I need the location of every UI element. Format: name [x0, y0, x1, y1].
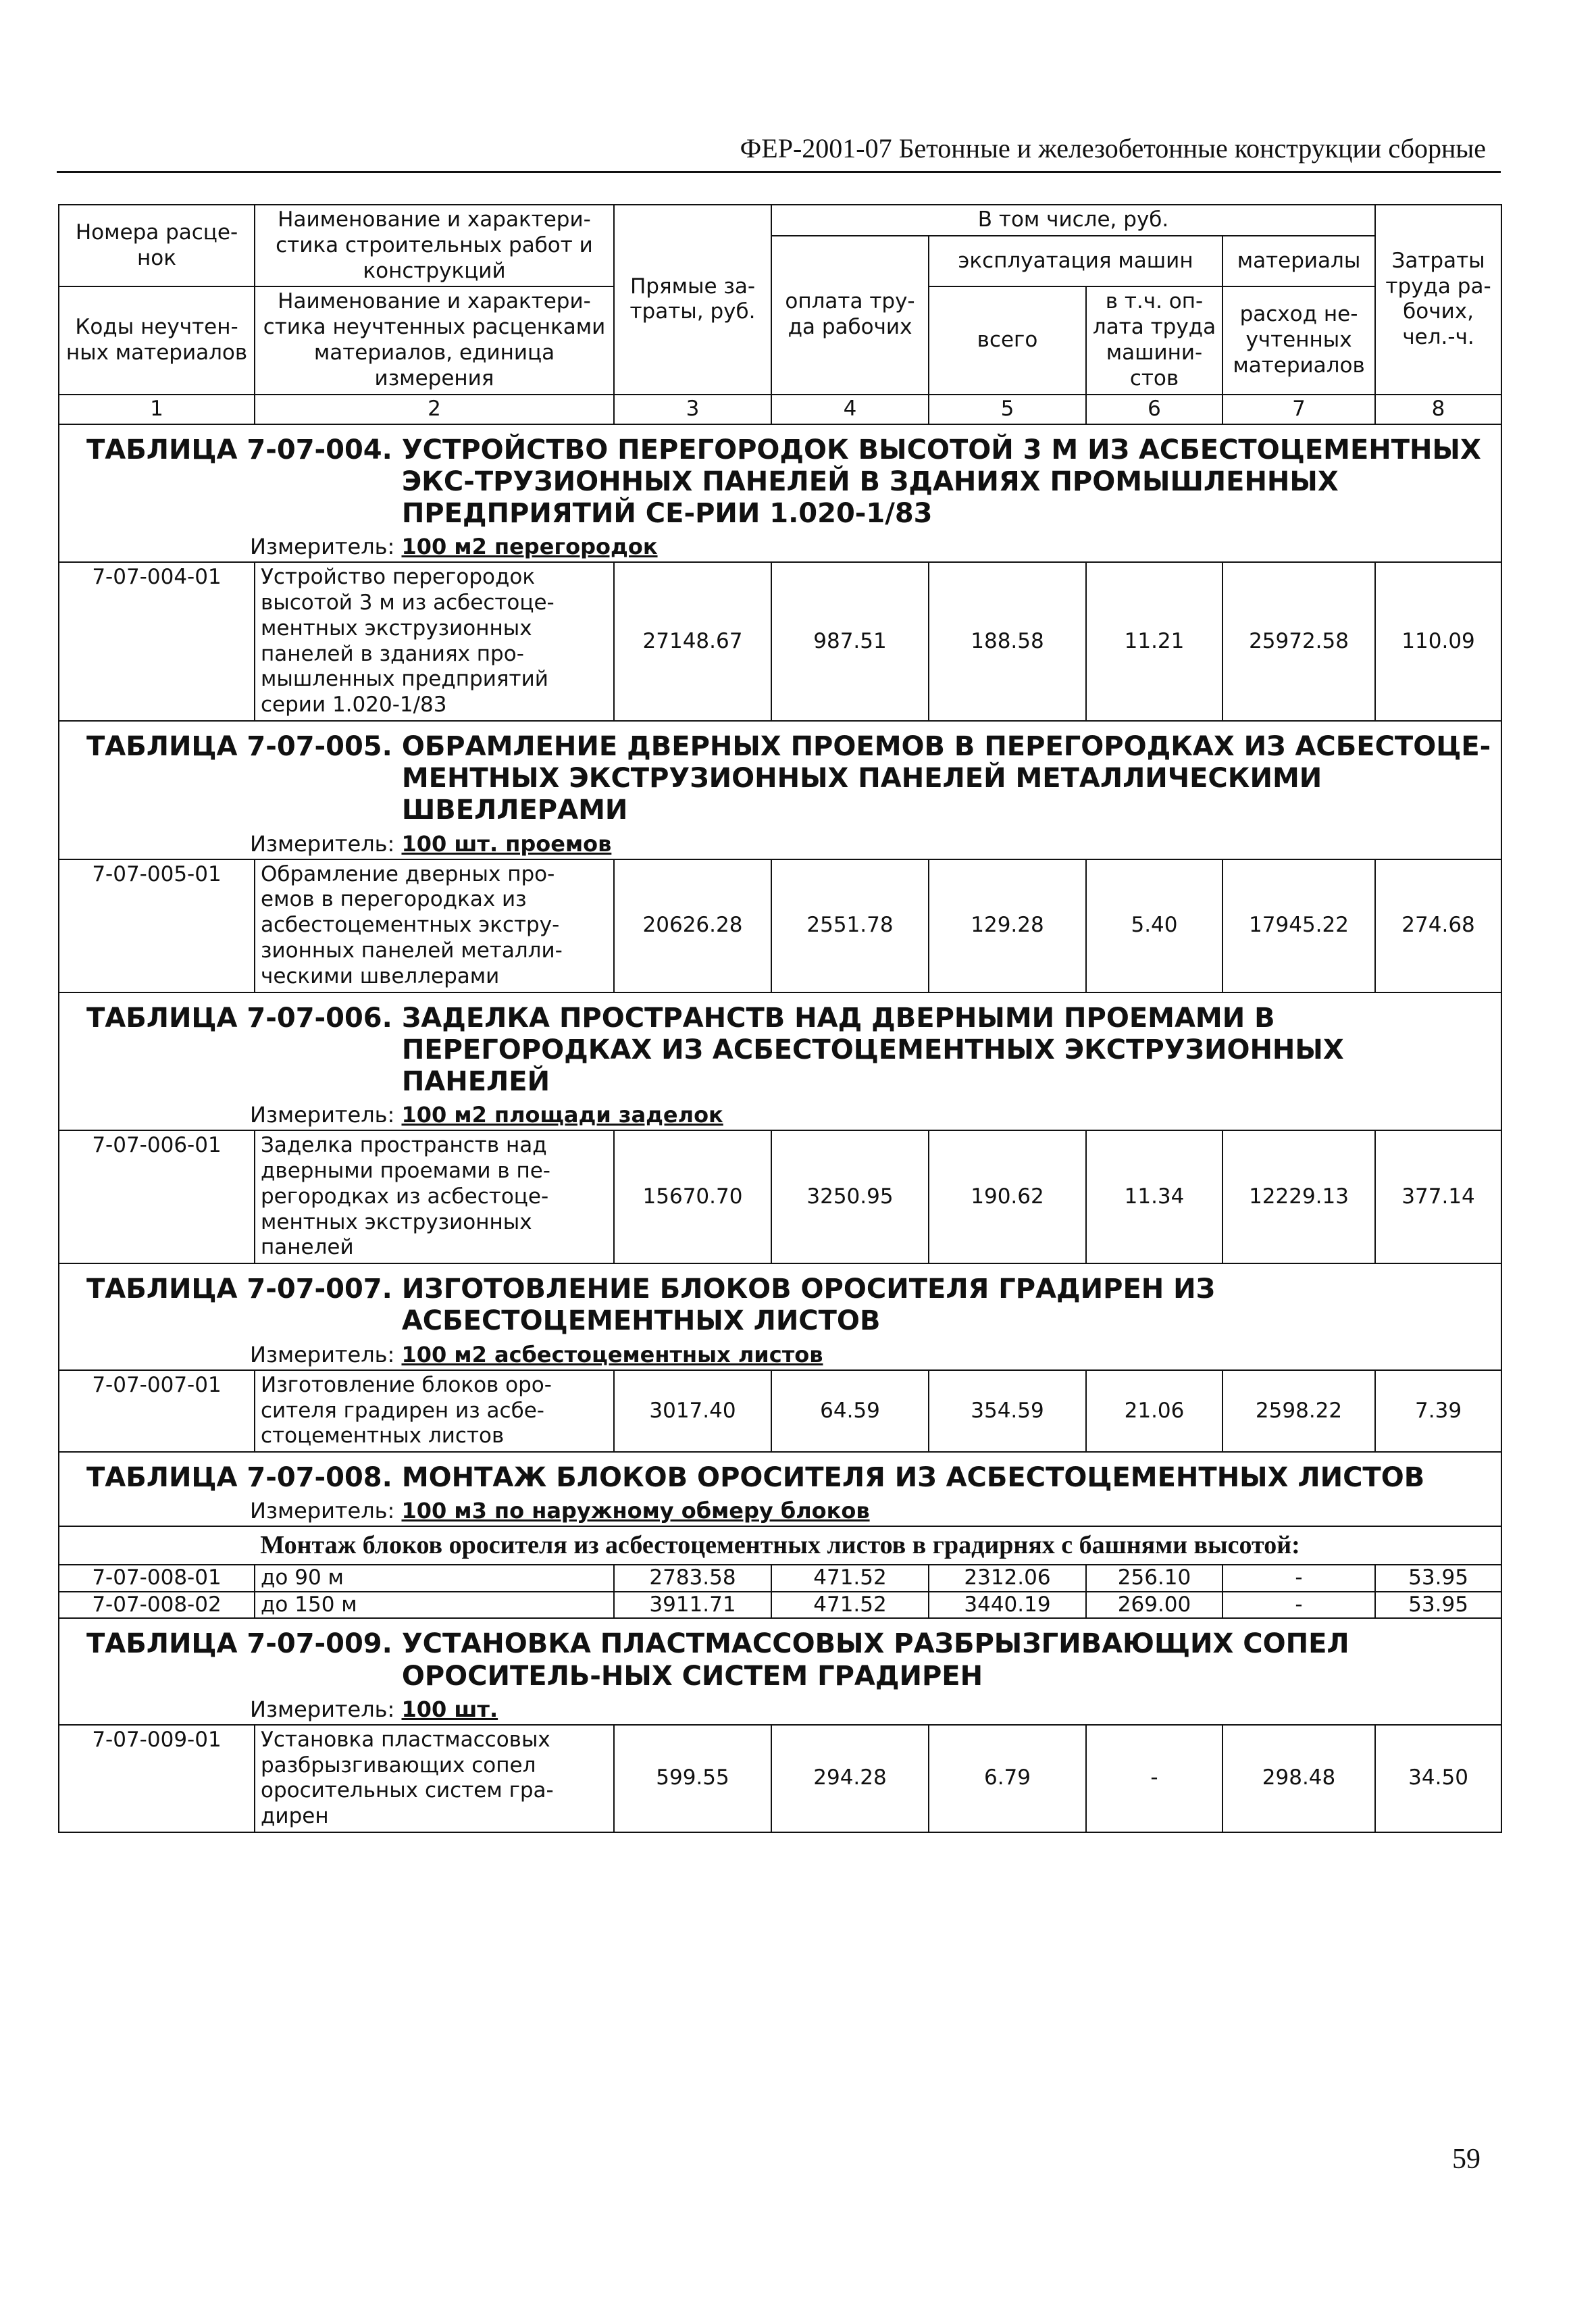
table-number: ТАБЛИЦА 7-07-006.: [86, 1002, 392, 1034]
measure-label: Измеритель:: [250, 830, 395, 857]
rate-value-c4: 3250.95: [771, 1130, 929, 1263]
section-title: [59, 1263, 1501, 1340]
header-worker-pay: оплата тру-да рабочих: [771, 236, 929, 395]
rate-code: 7-07-004-01: [59, 562, 255, 721]
section-title: [59, 721, 1501, 830]
rate-value-c5: 190.62: [929, 1130, 1086, 1263]
subheading: Монтаж блоков оросителя из асбестоцементных листов в градирнях с башнями высотой:: [59, 1526, 1501, 1564]
column-number: 3: [614, 395, 771, 424]
rate-value-c5: 188.58: [929, 562, 1086, 721]
measure-unit: [59, 1340, 1501, 1370]
rate-value-c8: 34.50: [1375, 1725, 1501, 1832]
header-materials: материалы: [1222, 236, 1375, 287]
measure-row: [59, 1101, 1501, 1130]
measure-value: 100 м2 площади заделок: [401, 1102, 723, 1128]
measure-value: 100 шт. проемов: [401, 830, 612, 857]
rate-row: [59, 1565, 1501, 1592]
rate-value-c7: -: [1222, 1592, 1375, 1619]
section-title: [59, 992, 1501, 1101]
rate-code: 7-07-007-01: [59, 1370, 255, 1452]
rate-value-c8: 274.68: [1375, 859, 1501, 992]
section-title-row: [59, 1618, 1501, 1694]
measure-unit: [59, 532, 1501, 562]
rate-description: до 150 м: [255, 1592, 614, 1619]
measure-row: [59, 1340, 1501, 1370]
column-number: 7: [1222, 395, 1375, 424]
rate-value-c3: 599.55: [614, 1725, 771, 1832]
measure-label: Измеритель:: [250, 1498, 395, 1524]
rate-code: 7-07-005-01: [59, 859, 255, 992]
column-number: 1: [59, 395, 255, 424]
section-title: [59, 424, 1501, 533]
rate-code: 7-07-008-02: [59, 1592, 255, 1619]
column-number: 8: [1375, 395, 1501, 424]
rate-value-c7: 17945.22: [1222, 859, 1375, 992]
section-title-row: [59, 424, 1501, 533]
rate-value-c4: 64.59: [771, 1370, 929, 1452]
section-title-row: [59, 992, 1501, 1101]
rate-value-c6: 11.21: [1086, 562, 1222, 721]
header-rate-numbers: Номера расце-нок: [59, 205, 255, 286]
measure-value: 100 м2 асбестоцементных листов: [401, 1341, 823, 1367]
rate-value-c7: -: [1222, 1565, 1375, 1592]
rate-description: Установка пластмассовых разбрызгивающих сопел оросительных систем гра-дирен: [255, 1725, 614, 1832]
rate-value-c8: 53.95: [1375, 1565, 1501, 1592]
rate-value-c5: 354.59: [929, 1370, 1086, 1452]
rate-row: [59, 1725, 1501, 1832]
column-number: 6: [1086, 395, 1222, 424]
rate-description: Заделка пространств над дверными проемами в пе-регородках из асбестоце-ментных экструзионных панелей: [255, 1130, 614, 1263]
rate-row: [59, 859, 1501, 992]
rate-value-c7: 298.48: [1222, 1725, 1375, 1832]
section-title: [59, 1452, 1501, 1496]
header-rule: [57, 171, 1501, 173]
rate-value-c3: 15670.70: [614, 1130, 771, 1263]
header-including: В том числе, руб.: [771, 205, 1375, 236]
running-head: ФЕР-2001-07 Бетонные и железобетонные конструкции сборные: [740, 133, 1486, 164]
rate-value-c5: 6.79: [929, 1725, 1086, 1832]
rate-row: [59, 1130, 1501, 1263]
rate-value-c3: 3911.71: [614, 1592, 771, 1619]
rate-value-c4: 471.52: [771, 1592, 929, 1619]
rate-value-c3: 3017.40: [614, 1370, 771, 1452]
measure-row: [59, 532, 1501, 562]
rate-value-c8: 53.95: [1375, 1592, 1501, 1619]
rate-code: 7-07-006-01: [59, 1130, 255, 1263]
rate-description: до 90 м: [255, 1565, 614, 1592]
rate-value-c5: 2312.06: [929, 1565, 1086, 1592]
subheading-row: [59, 1526, 1501, 1564]
header-work-name: Наименование и характери-стика строительных работ и конструкций: [255, 205, 614, 286]
rate-value-c6: 5.40: [1086, 859, 1222, 992]
rate-value-c4: 471.52: [771, 1565, 929, 1592]
rate-value-c3: 27148.67: [614, 562, 771, 721]
section-title-row: [59, 721, 1501, 830]
table-number: ТАБЛИЦА 7-07-005.: [86, 730, 392, 762]
table-number: ТАБЛИЦА 7-07-008.: [86, 1462, 392, 1494]
rate-value-c8: 377.14: [1375, 1130, 1501, 1263]
rate-value-c4: 2551.78: [771, 859, 929, 992]
rate-value-c6: 11.34: [1086, 1130, 1222, 1263]
section-title-row: [59, 1263, 1501, 1340]
rate-value-c5: 3440.19: [929, 1592, 1086, 1619]
table-title: ОБРАМЛЕНИЕ ДВЕРНЫХ ПРОЕМОВ В ПЕРЕГОРОДКАХ ИЗ АСБЕСТОЦЕ-МЕНТНЫХ ЭКСТРУЗИОННЫХ ПАНЕЛЕЙ МЕТАЛЛИЧЕСКИМИ ШВЕЛЛЕРАМИ: [401, 730, 1491, 826]
rate-description: Изготовление блоков оро-сителя градирен из асбе-стоцементных листов: [255, 1370, 614, 1452]
measure-unit: [59, 830, 1501, 859]
rate-value-c7: 25972.58: [1222, 562, 1375, 721]
table-title: ЗАДЕЛКА ПРОСТРАНСТВ НАД ДВЕРНЫМИ ПРОЕМАМИ В ПЕРЕГОРОДКАХ ИЗ АСБЕСТОЦЕМЕНТНЫХ ЭКСТРУЗИОННЫХ ПАНЕЛЕЙ: [401, 1002, 1344, 1097]
rate-row: [59, 1370, 1501, 1452]
table-title: МОНТАЖ БЛОКОВ ОРОСИТЕЛЯ ИЗ АСБЕСТОЦЕМЕНТНЫХ ЛИСТОВ: [401, 1462, 1425, 1494]
rate-value-c7: 12229.13: [1222, 1130, 1375, 1263]
rate-code: 7-07-009-01: [59, 1725, 255, 1832]
section-title: [59, 1618, 1501, 1694]
price-table: [58, 204, 1502, 1833]
measure-label: Измеритель:: [250, 534, 395, 560]
table-number: ТАБЛИЦА 7-07-009.: [86, 1628, 392, 1660]
measure-unit: [59, 1496, 1501, 1526]
header-direct-costs: Прямые за-траты, руб.: [614, 205, 771, 395]
rate-row: [59, 1592, 1501, 1619]
header-material-name: Наименование и характери-стика неучтенных расценками материалов, единица измерения: [255, 286, 614, 394]
rate-value-c8: 7.39: [1375, 1370, 1501, 1452]
rate-value-c8: 110.09: [1375, 562, 1501, 721]
header-row-1: [59, 205, 1501, 236]
rate-value-c6: -: [1086, 1725, 1222, 1832]
table-title: УСТРОЙСТВО ПЕРЕГОРОДОК ВЫСОТОЙ 3 М ИЗ АСБЕСТОЦЕМЕНТНЫХ ЭКС-ТРУЗИОННЫХ ПАНЕЛЕЙ В ЗДАНИЯХ ПРОМЫШЛЕННЫХ ПРЕДПРИЯТИЙ СЕ-РИИ 1.020-1/83: [401, 434, 1481, 529]
rate-description: Обрамление дверных про-емов в перегородках из асбестоцементных экстру-зионных панелей металли-ческими швеллерами: [255, 859, 614, 992]
rate-value-c6: 256.10: [1086, 1565, 1222, 1592]
measure-value: 100 шт.: [401, 1696, 498, 1722]
measure-value: 100 м3 по наружному обмеру блоков: [401, 1498, 870, 1524]
rate-value-c4: 987.51: [771, 562, 929, 721]
measure-unit: [59, 1101, 1501, 1130]
table-number: ТАБЛИЦА 7-07-007.: [86, 1274, 392, 1305]
measure-label: Измеритель:: [250, 1341, 395, 1367]
rate-value-c3: 2783.58: [614, 1565, 771, 1592]
header-material-codes: Коды неучтен-ных материалов: [59, 286, 255, 394]
column-number: 4: [771, 395, 929, 424]
table-title: УСТАНОВКА ПЛАСТМАССОВЫХ РАЗБРЫЗГИВАЮЩИХ СОПЕЛ ОРОСИТЕЛЬ-НЫХ СИСТЕМ ГРАДИРЕН: [401, 1628, 1349, 1692]
header-labor-costs: Затраты труда ра-бочих, чел.-ч.: [1375, 205, 1501, 395]
rate-value-c4: 294.28: [771, 1725, 929, 1832]
measure-row: [59, 1695, 1501, 1725]
column-number: 2: [255, 395, 614, 424]
rate-row: [59, 562, 1501, 721]
rate-description: Устройство перегородок высотой 3 м из асбестоце-ментных экструзионных панелей в зданиях про-мышленных предприятий серии 1.020-1/83: [255, 562, 614, 721]
rate-value-c7: 2598.22: [1222, 1370, 1375, 1452]
section-title-row: [59, 1452, 1501, 1496]
measure-label: Измеритель:: [250, 1696, 395, 1722]
table-number: ТАБЛИЦА 7-07-004.: [86, 434, 392, 466]
table-title: ИЗГОТОВЛЕНИЕ БЛОКОВ ОРОСИТЕЛЯ ГРАДИРЕН ИЗ АСБЕСТОЦЕМЕНТНЫХ ЛИСТОВ: [401, 1274, 1216, 1337]
header-machinist-pay: в т.ч. оп-лата труда машини-стов: [1086, 286, 1222, 394]
measure-value: 100 м2 перегородок: [401, 534, 658, 560]
rate-value-c5: 129.28: [929, 859, 1086, 992]
column-number: 5: [929, 395, 1086, 424]
column-numbers-row: [59, 395, 1501, 424]
rate-code: 7-07-008-01: [59, 1565, 255, 1592]
rate-value-c6: 21.06: [1086, 1370, 1222, 1452]
rate-value-c6: 269.00: [1086, 1592, 1222, 1619]
header-machines-total: всего: [929, 286, 1086, 394]
measure-row: [59, 1496, 1501, 1526]
measure-unit: [59, 1695, 1501, 1725]
page-number: 59: [1452, 2144, 1481, 2175]
header-machine-operation: эксплуатация машин: [929, 236, 1222, 287]
measure-row: [59, 830, 1501, 859]
measure-label: Измеритель:: [250, 1102, 395, 1128]
rate-value-c3: 20626.28: [614, 859, 771, 992]
header-unaccounted-materials: расход не-учтенных материалов: [1222, 286, 1375, 394]
